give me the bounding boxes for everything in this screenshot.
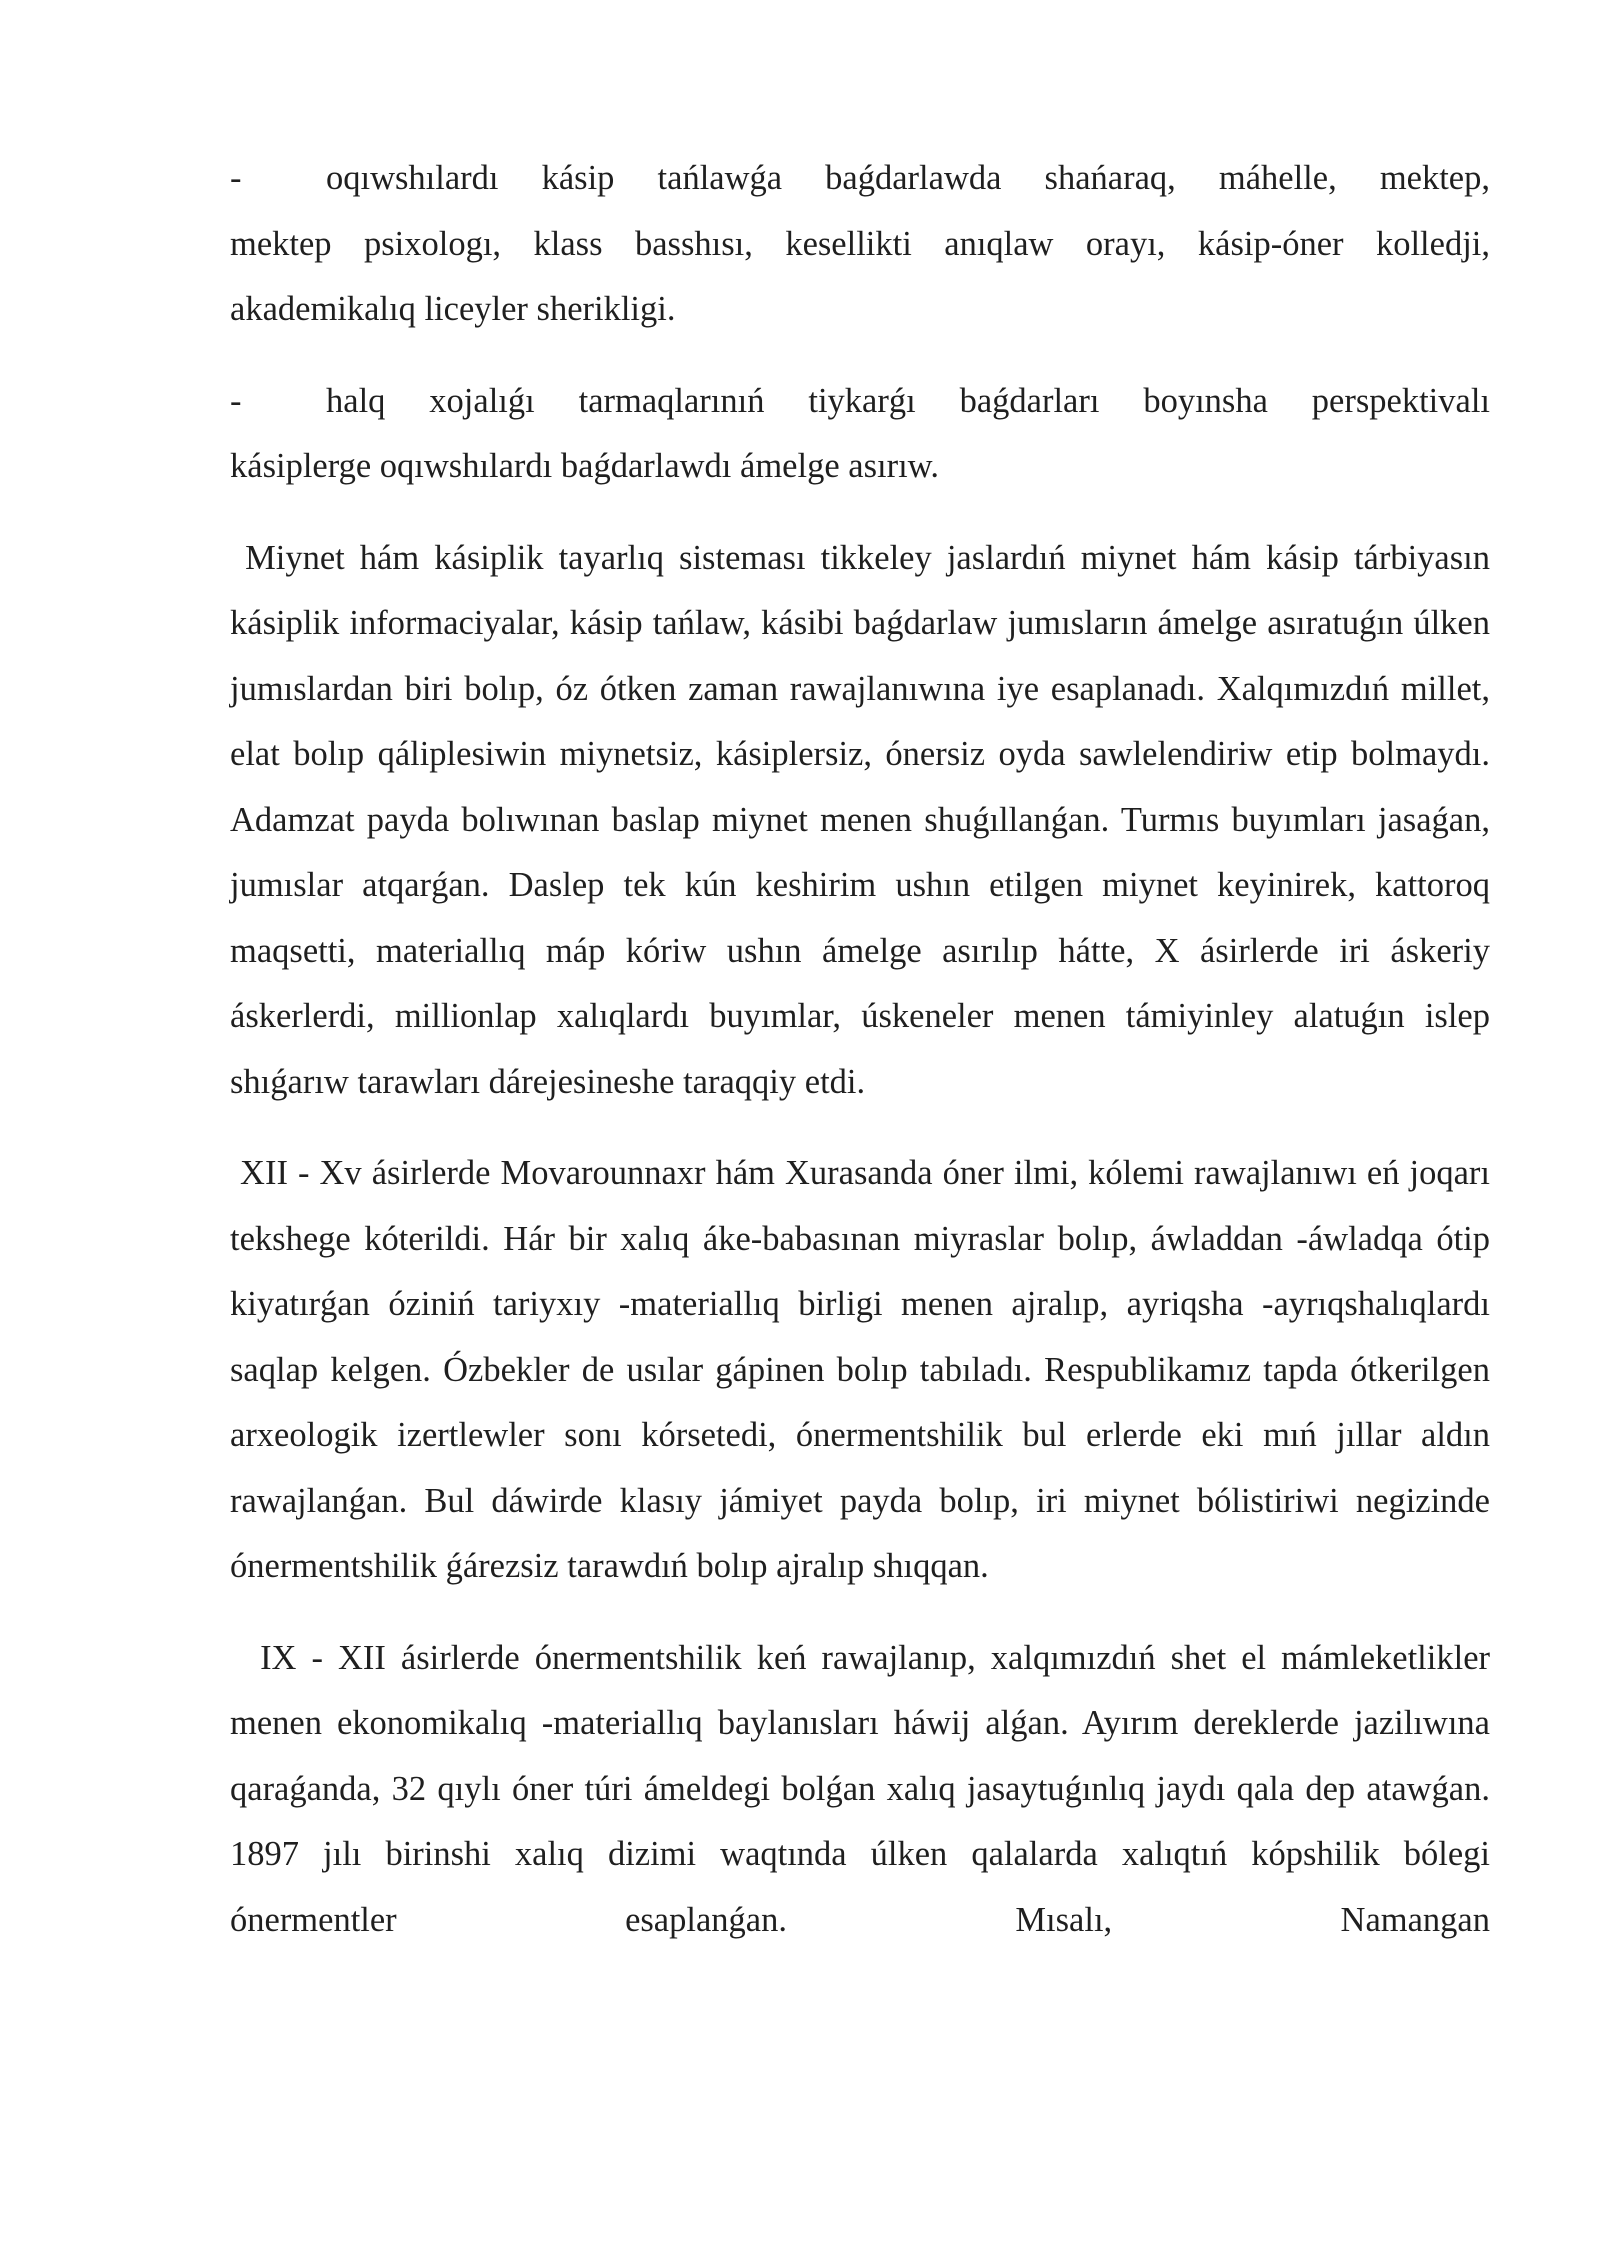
bullet-text [230, 369, 1490, 500]
bullet-first-line: oqıwshılardı kásip tańlawǵa baǵdarlawda shańaraq, máhelle, mektep, [326, 159, 1490, 197]
bullet-text [230, 146, 1490, 343]
bullet-item [230, 369, 1490, 500]
bullet-continuation: kásiplerge oqıwshılardı baǵdarlawdı ámelge asırıw. [230, 447, 939, 485]
bullet-continuation: mektep psixologı, klass basshısı, kesellikti anıqlaw orayı, kásip-óner kolledji, akademikalıq liceyler sherikligi. [230, 224, 1490, 328]
bullet-dash: - [230, 159, 242, 197]
paragraph: IX - XII ásirlerde ónermentshilik keń rawajlanıp, xalqımızdıń shet el mámleketlikler menen ekonomikalıq -materiallıq baylanısları háwij alǵan. Ayırım dereklerde jazilıwına qaraǵanda, 32 qıylı óner túri ámeldegi bolǵan xalıq jasaytuǵınlıq jaydı qala dep atawǵan. 1897 jılı birinshi xalıq dizimi waqtında úlken qalalarda xalıqtıń kópshilik bólegi ónermentler esaplanǵan. Mısalı, Namangan [230, 1638, 1499, 1939]
paragraph: XII - Xv ásirlerde Movarounnaxr hám Xurasanda óner ilmi, kólemi rawajlanıwı eń joqarı tekshege kóterildi. Hár bir xalıq áke-babasınan miyraslar bolıp, áwladdan -áwladqa ótip kiyatırǵan óziniń tariyxıy -materiallıq birligi menen ajralıp, ayriqsha -ayrıqshalıqlardı saqlap kelgen. Ózbekler de usılar gápinen bolıp tabıladı. Respublikamız tapda ótkerilgen arxeologik izertlewler sonı kórsetedi, ónermentshilik bul erlerde eki mıń jıllar aldın rawajlanǵan. Bul dáwirde klasıy jámiyet payda bolıp, iri miynet bólistiriwi negizinde ónermentshilik ǵárezsiz tarawdıń bolıp ajralıp shıqqan. [230, 1154, 1499, 1585]
bullet-dash: - [230, 381, 242, 420]
bullet-item [230, 146, 1490, 343]
bullet-first-line: halq xojalıǵı tarmaqlarınıń tiykarǵı baǵdarları boyınsha perspektivalı [326, 381, 1490, 420]
document-body [230, 146, 1499, 1953]
paragraph: Miynet hám kásiplik tayarlıq sisteması tikkeley jaslardıń miynet hám kásip tárbiyasın kásiplik informaciyalar, kásip tańlaw, kásibi baǵdarlaw jumısların ámelge asıratuǵın úlken jumıslardan biri bolıp, óz ótken zaman rawajlanıwına iye esaplanadı. Xalqımızdıń millet, elat bolıp qáliplesiwin miynetsiz, kásiplersiz, ónersiz oyda sawlelendiriw etip bolmaydı. Adamzat payda bolıwınan baslap miynet menen shuǵıllanǵan. Turmıs buyımları jasaǵan, jumıslar atqarǵan. Daslep tek kún keshirim ushın etilgen miynet keyinirek, kattoroq maqsetti, materiallıq máp kóriw ushın ámelge asırılıp hátte, X ásirlerde iri áskeriy áskerlerdi, millionlap xalıqlardı buyımlar, úskeneler menen támiyinley alatuǵın islep shıǵarıw tarawları dárejesineshe taraqqiy etdi. [230, 538, 1499, 1101]
